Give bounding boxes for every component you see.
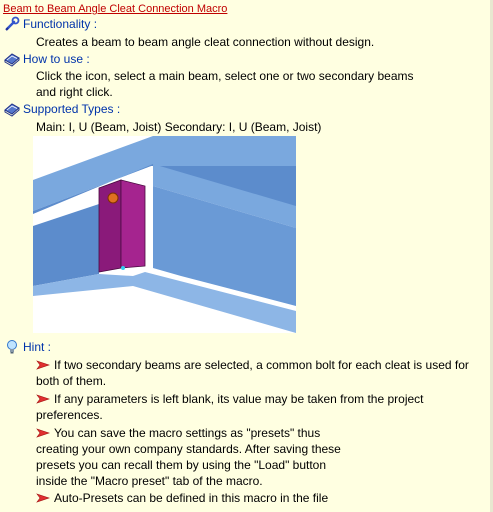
hint-label: Hint :	[23, 340, 52, 354]
supported-types-label: Supported Types :	[23, 102, 121, 116]
bolt-head	[108, 193, 118, 203]
hint-item-4	[36, 490, 488, 506]
lightbulb-icon	[4, 339, 20, 355]
book-icon	[4, 51, 20, 67]
arrow-icon	[36, 360, 50, 370]
book-icon	[4, 101, 20, 117]
how-to-use-line-1: Click the icon, select a main beam, select one or two secondary beams	[36, 69, 414, 83]
how-to-use-line-2: and right click.	[36, 85, 113, 99]
supported-types-text: Main: I, U (Beam, Joist) Secondary: I, U (Beam, Joist)	[36, 120, 322, 134]
hint-item-1-line-1: If two secondary beams are selected, a common bolt for each cleat is used for	[54, 358, 469, 372]
arrow-icon	[36, 493, 50, 503]
hint-item-2	[36, 391, 488, 407]
hint-item-4-line-1: Auto-Presets can be defined in this macro in the file	[54, 491, 329, 505]
connection-illustration	[33, 136, 296, 333]
hint-item-1-line-2: both of them.	[36, 374, 107, 388]
hint-item-2-line-2: preferences.	[36, 408, 103, 422]
hint-item-3-line-3: presets you can recall them by using the "Load" button	[36, 458, 327, 472]
angle-cleat-side	[121, 180, 145, 268]
hint-section-header	[4, 339, 51, 355]
how-to-use-label: How to use :	[23, 52, 90, 66]
selection-point	[121, 266, 125, 270]
hint-item-1	[36, 357, 488, 373]
arrow-icon	[36, 394, 50, 404]
hint-item-3-line-1: You can save the macro settings as "presets" thus	[54, 426, 321, 440]
supported-types-section-header	[4, 101, 120, 117]
macro-title-link[interactable]: Beam to Beam Angle Cleat Connection Macro	[3, 3, 228, 15]
arrow-icon	[36, 428, 50, 438]
functionality-text: Creates a beam to beam angle cleat connection without design.	[36, 35, 375, 49]
how-to-use-section-header	[4, 51, 90, 67]
functionality-label: Functionality :	[23, 17, 98, 31]
hint-item-3	[36, 425, 488, 441]
wrench-icon	[4, 16, 20, 32]
hint-item-2-line-1: If any parameters is left blank, its value may be taken from the project	[54, 392, 424, 406]
hint-item-3-line-4: inside the "Macro preset" tab of the macro.	[36, 474, 263, 488]
hint-item-3-line-2: creating your own company standards. After saving these	[36, 442, 341, 456]
functionality-section-header	[4, 16, 97, 32]
